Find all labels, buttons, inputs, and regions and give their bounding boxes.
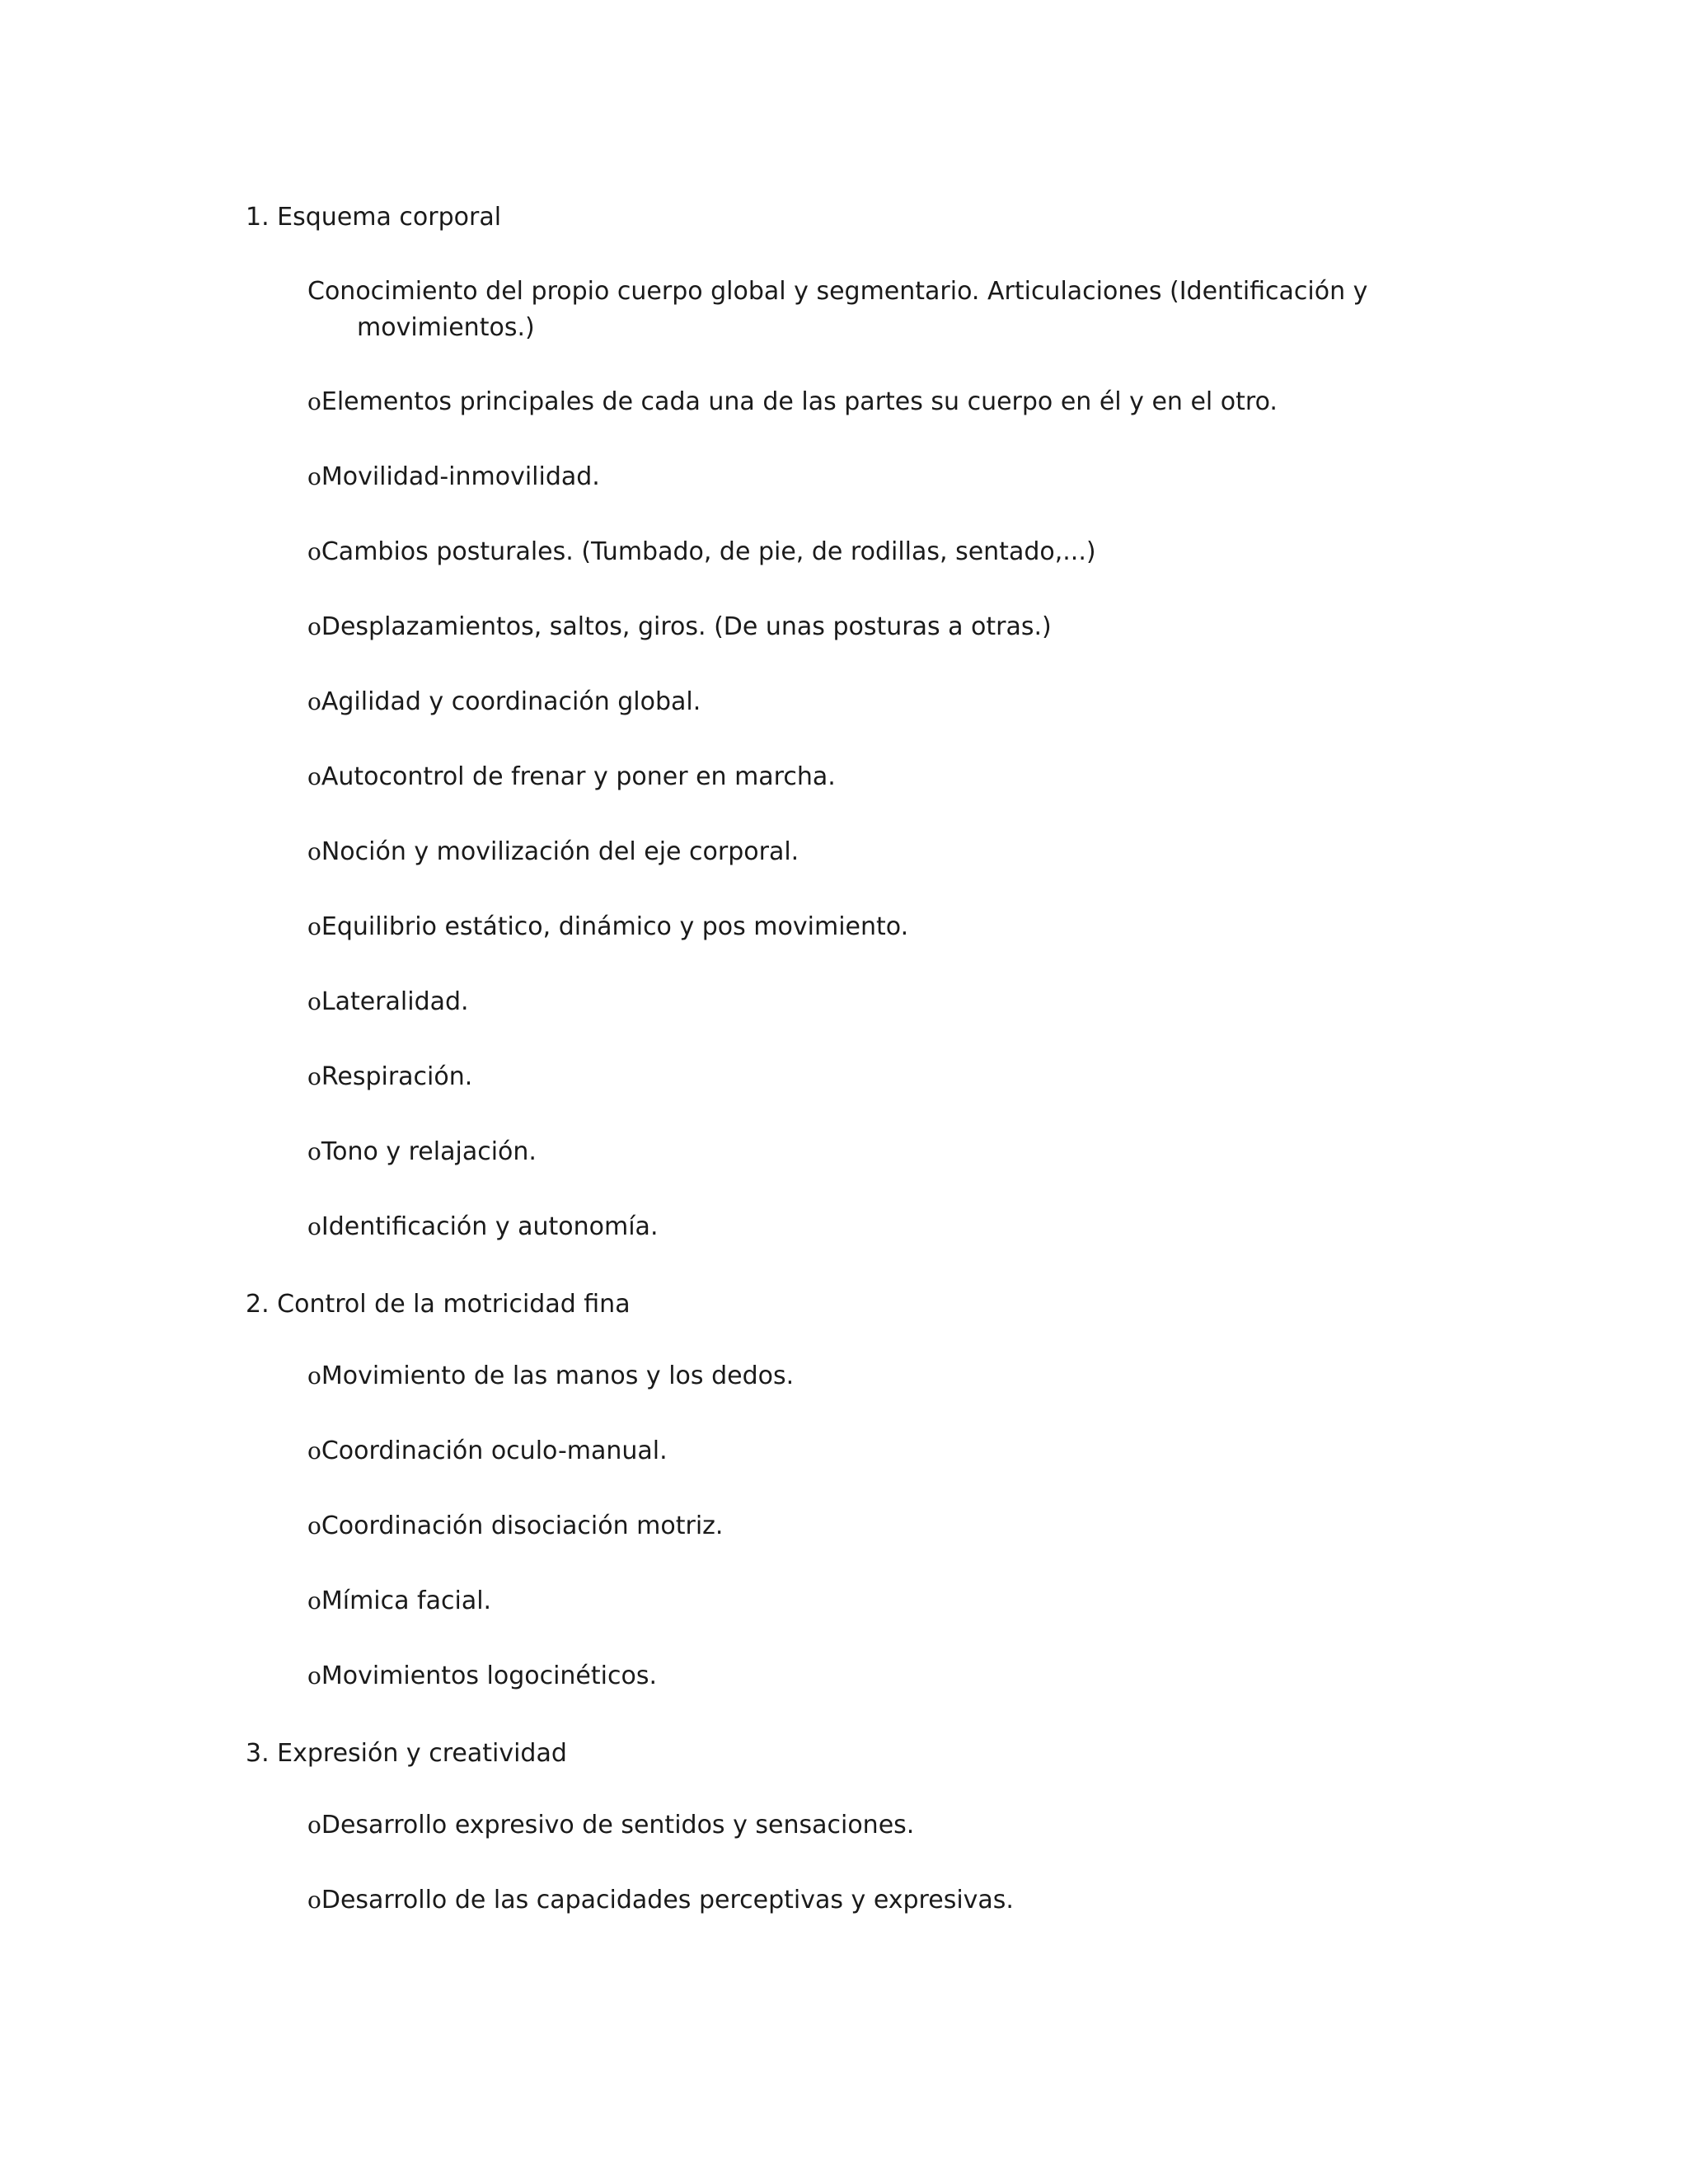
list-item-text: Cambios posturales. (Tumbado, de pie, de rodillas, sentado,...) [321, 537, 1096, 566]
list-item-text: Desarrollo de las capacidades perceptivas y expresivas. [321, 1886, 1014, 1915]
section-heading-1 [246, 199, 501, 236]
list-item [307, 1658, 657, 1694]
bullet-icon: o [307, 1063, 321, 1090]
list-item-text: Movimientos logocinéticos. [321, 1661, 657, 1690]
list-item-text: Elementos principales de cada una de las partes su cuerpo en él y en el otro. [321, 387, 1278, 416]
list-item-text: Noción y movilización del eje corporal. [321, 837, 799, 866]
bullet-icon: o [307, 1811, 321, 1839]
list-item-text: Desplazamientos, saltos, giros. (De unas posturas a otras.) [321, 612, 1052, 641]
list-item-text: Coordinación disociación motriz. [321, 1511, 724, 1540]
list-item-text: Autocontrol de frenar y poner en marcha. [321, 762, 836, 791]
list-item [307, 534, 1096, 570]
bullet-icon: o [307, 763, 321, 790]
list-item [307, 759, 836, 795]
list-item-text: Desarrollo expresivo de sentidos y sensaciones. [321, 1811, 915, 1840]
list-item [307, 1508, 723, 1544]
section-title: Control de la motricidad fina [277, 1290, 631, 1319]
section-number: 2. [246, 1290, 270, 1319]
list-item-text: Movimiento de las manos y los dedos. [321, 1361, 795, 1390]
bullet-icon: o [307, 1512, 321, 1540]
bullet-icon: o [307, 388, 321, 415]
list-item [307, 834, 799, 870]
list-item [307, 1358, 794, 1394]
bullet-icon: o [307, 1213, 321, 1240]
section-heading-3 [246, 1736, 567, 1772]
bullet-icon: o [307, 988, 321, 1015]
list-item-text: Coordinación oculo-manual. [321, 1436, 668, 1465]
list-item [307, 984, 469, 1020]
bullet-icon: o [307, 913, 321, 940]
bullet-icon: o [307, 538, 321, 565]
bullet-icon: o [307, 1662, 321, 1690]
list-item [307, 1807, 914, 1844]
list-item [307, 1583, 491, 1619]
bullet-icon: o [307, 613, 321, 640]
list-item [307, 909, 908, 945]
list-item-text: Mímica facial. [321, 1586, 492, 1615]
bullet-icon: o [307, 1886, 321, 1914]
list-item-text: Lateralidad. [321, 987, 469, 1016]
list-item [307, 1134, 537, 1170]
bullet-icon: o [307, 463, 321, 490]
list-item-text: Agilidad y coordinación global. [321, 687, 701, 716]
bullet-icon: o [307, 1138, 321, 1165]
list-item [307, 384, 1278, 420]
section-number: 1. [246, 203, 270, 232]
list-item [307, 609, 1052, 645]
bullet-icon: o [307, 1437, 321, 1465]
section-title: Expresión y creatividad [277, 1739, 567, 1768]
list-item [307, 1209, 658, 1245]
list-item-text: Equilibrio estático, dinámico y pos movimiento. [321, 912, 909, 941]
section-heading-2 [246, 1286, 631, 1323]
list-item [307, 1882, 1014, 1919]
bullet-icon: o [307, 1362, 321, 1390]
list-item [307, 459, 600, 495]
intro-line-2: movimientos.) [357, 313, 535, 342]
list-item-text: Respiración. [321, 1062, 473, 1091]
list-item [307, 684, 701, 720]
intro-line-1: Conocimiento del propio cuerpo global y segmentario. Articulaciones (Identificación y [307, 277, 1368, 306]
list-item [307, 1059, 472, 1095]
list-item [307, 1433, 668, 1469]
section-number: 3. [246, 1739, 270, 1768]
list-item-text: Movilidad-inmovilidad. [321, 462, 600, 491]
section-title: Esquema corporal [277, 203, 502, 232]
bullet-icon: o [307, 1587, 321, 1615]
bullet-icon: o [307, 838, 321, 865]
section-intro [307, 274, 1379, 346]
list-item-text: Identificación y autonomía. [321, 1212, 659, 1241]
bullet-icon: o [307, 688, 321, 715]
list-item-text: Tono y relajación. [321, 1137, 537, 1166]
